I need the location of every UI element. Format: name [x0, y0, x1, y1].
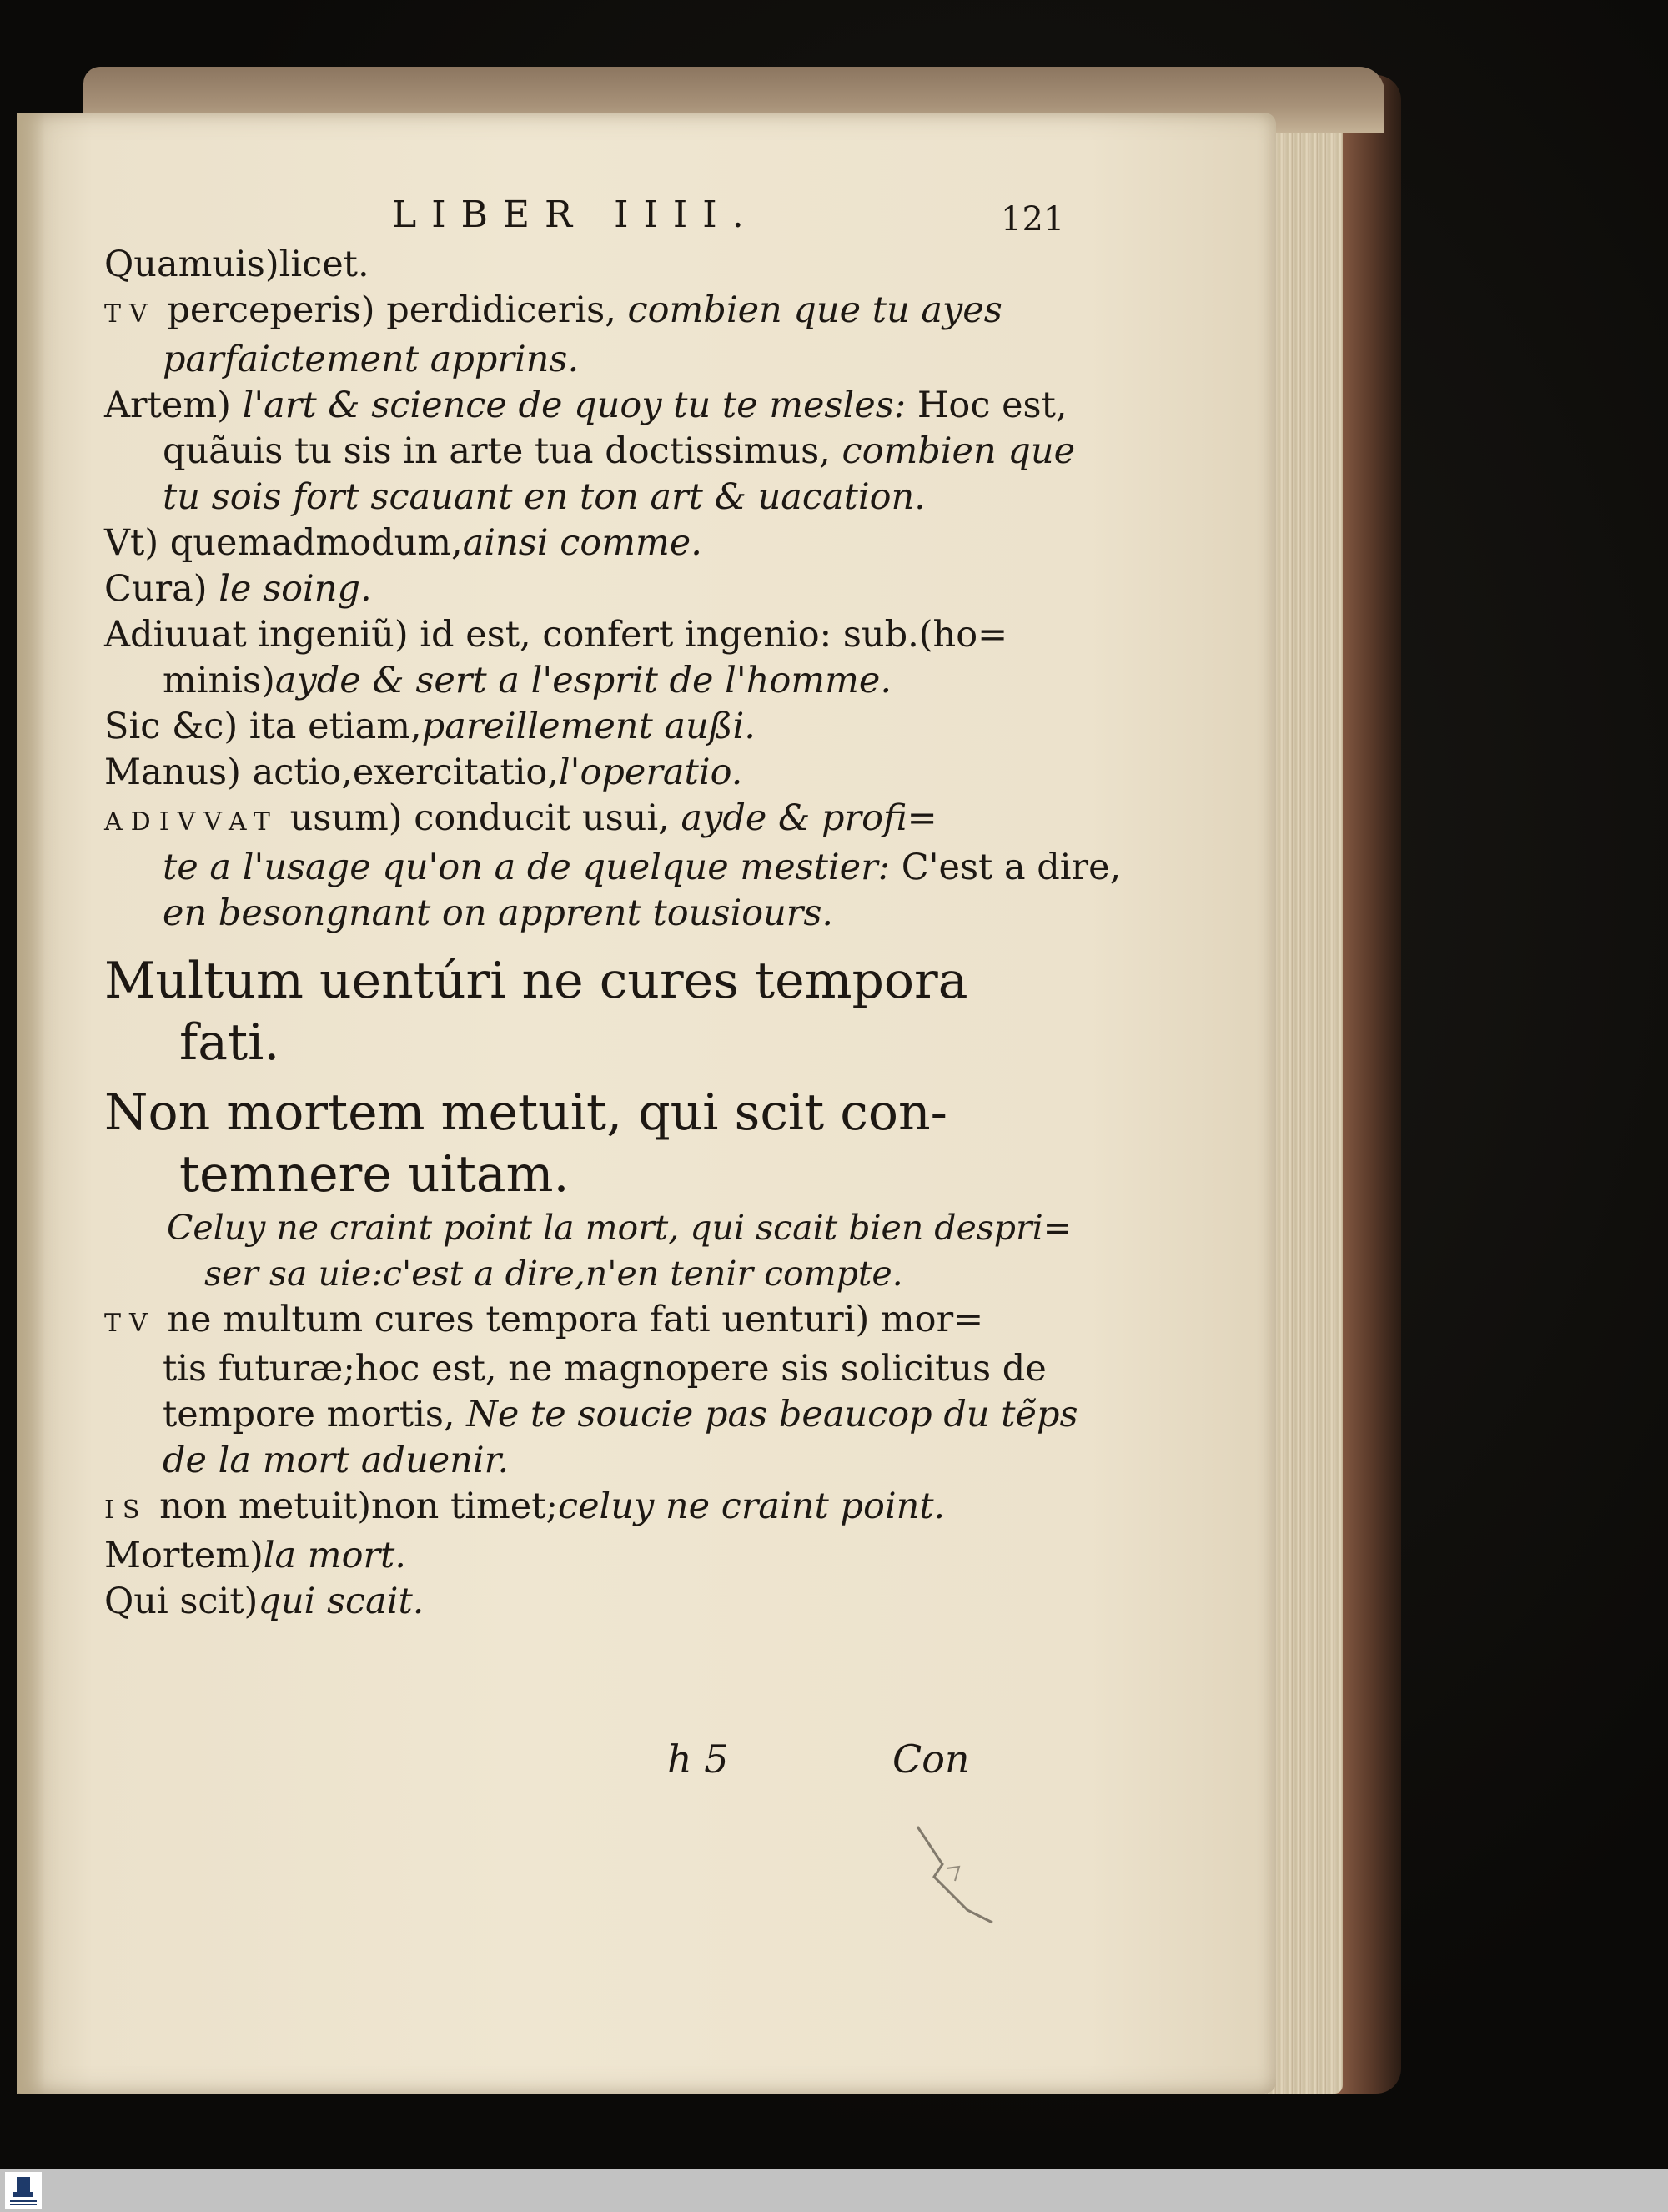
library-logo-icon — [5, 2172, 42, 2209]
text-line: tis futuræ;hoc est, ne magnopere sis solicitus de — [163, 1348, 1047, 1390]
text-line: minis)ayde & sert a l'esprit de l'homme. — [163, 660, 892, 701]
text-line: Adiuuat ingeniũ) id est, confert ingenio: sub.(ho= — [104, 614, 1008, 656]
text-line: te a l'usage qu'on a de quelque mestier: C'est a dire, — [163, 847, 1122, 888]
translation-line: Celuy ne craint point la mort, qui scait bien despri= — [167, 1208, 1073, 1248]
catchword: Con — [892, 1737, 970, 1782]
text-block — [104, 242, 1122, 1625]
folio-number: 121 — [1001, 200, 1065, 239]
translation-line: ser sa uie:c'est a dire,n'en tenir compte. — [204, 1254, 903, 1294]
text-line: TV perceperis) perdidiceris, combien que tu ayes — [104, 289, 1002, 331]
verse-line: temnere uitam. — [179, 1145, 570, 1204]
verse-line: Non mortem metuit, qui scit con- — [104, 1083, 947, 1142]
text-line: Mortem)la mort. — [104, 1535, 406, 1576]
verse-line: Multum uentúri ne cures tempora — [104, 952, 968, 1010]
text-line: en besongnant on apprent tousiours. — [163, 892, 834, 934]
page-gutter — [17, 113, 45, 2094]
text-line: quãuis tu sis in arte tua doctissimus, combien que — [163, 430, 1076, 472]
pencil-mark — [909, 1818, 1001, 1927]
text-line: Artem) l'art & science de quoy tu te mesles: Hoc est, — [104, 385, 1068, 426]
running-head: LIBER IIII. — [392, 194, 759, 236]
text-line: IS non metuit)non timet;celuy ne craint point. — [104, 1486, 946, 1527]
signature-mark: h 5 — [667, 1737, 729, 1782]
footer-bar — [0, 2169, 1668, 2212]
text-line: Vt) quemadmodum,ainsi comme. — [104, 522, 702, 564]
text-line: TV ne multum cures tempora fati uenturi) mor= — [104, 1299, 984, 1340]
text-line: Sic &c) ita etiam,pareillement außi. — [104, 706, 756, 747]
text-line: parfaictement apprins. — [163, 339, 580, 380]
text-line: Qui scit)qui scait. — [104, 1581, 425, 1622]
verse-line: fati. — [179, 1013, 280, 1072]
text-line: Manus) actio,exercitatio,l'operatio. — [104, 752, 743, 793]
text-line: de la mort aduenir. — [163, 1440, 510, 1481]
text-line: ADIVVAT usum) conducit usui, ayde & profi= — [104, 797, 937, 839]
text-line: tempore mortis, Ne te soucie pas beaucop du tẽps — [163, 1394, 1078, 1435]
text-line: Quamuis)licet. — [104, 244, 369, 285]
text-line: Cura) le soing. — [104, 568, 372, 610]
text-line: tu sois fort scauant en ton art & uacation. — [163, 476, 926, 518]
